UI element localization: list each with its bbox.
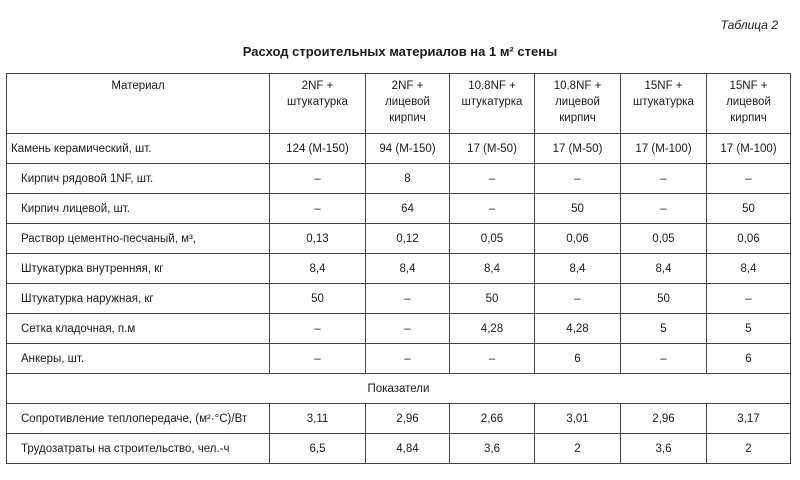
cell: – [270, 344, 366, 374]
table-title: Расход строительных материалов на 1 м² стены [242, 44, 558, 59]
cell: 5 [707, 314, 791, 344]
header-line: кирпич [730, 112, 767, 124]
cell: 0,06 [535, 224, 621, 254]
cell: 124 (М-150) [270, 134, 366, 164]
header-line: лицевой [555, 96, 600, 108]
cell: 4,28 [450, 314, 535, 344]
cell: 8,4 [535, 254, 621, 284]
row-label: Штукатурка наружная, кг [7, 284, 270, 314]
cell: – [450, 344, 535, 374]
cell: 0,05 [450, 224, 535, 254]
header-line: лицевой [385, 96, 430, 108]
cell: 17 (М-50) [535, 134, 621, 164]
row-label: Раствор цементно-песчаный, м³, [7, 224, 270, 254]
row-label: Кирпич рядовой 1NF, шт. [7, 164, 270, 194]
cell: – [450, 194, 535, 224]
cell: 6 [707, 344, 791, 374]
table-row [7, 254, 791, 284]
cell: 4,84 [366, 434, 450, 464]
header-line: кирпич [389, 112, 426, 124]
table-row [7, 134, 791, 164]
cell: 64 [366, 194, 450, 224]
cell: – [366, 314, 450, 344]
cell: 94 (М-150) [366, 134, 450, 164]
row-label: Камень керамический, шт. [7, 134, 270, 164]
cell: 0,13 [270, 224, 366, 254]
header-line: 15NF + [644, 80, 683, 92]
cell: 2 [707, 434, 791, 464]
header-col-6 [707, 74, 791, 134]
header-line: 10.8NF + [468, 80, 516, 92]
cell: – [366, 284, 450, 314]
header-material: Материал [7, 74, 270, 134]
cell: 5 [621, 314, 707, 344]
cell: 4,28 [535, 314, 621, 344]
cell: 17 (М-100) [707, 134, 791, 164]
materials-table [6, 73, 791, 464]
cell: 50 [450, 284, 535, 314]
cell: 2 [535, 434, 621, 464]
header-line: 2NF + [391, 80, 424, 92]
cell: 17 (М-50) [450, 134, 535, 164]
header-col-4 [535, 74, 621, 134]
header-line: кирпич [559, 112, 596, 124]
cell: – [535, 284, 621, 314]
cell: 0,05 [621, 224, 707, 254]
row-label: Анкеры, шт. [7, 344, 270, 374]
cell: 2,96 [621, 404, 707, 434]
cell: – [707, 164, 791, 194]
cell: – [270, 314, 366, 344]
row-label: Кирпич лицевой, шт. [7, 194, 270, 224]
header-col-2 [366, 74, 450, 134]
header-line: 15NF + [729, 80, 768, 92]
header-line: штукатурка [633, 96, 694, 108]
cell: 6,5 [270, 434, 366, 464]
header-col-5 [621, 74, 707, 134]
cell: 50 [621, 284, 707, 314]
table-row [7, 224, 791, 254]
row-label: Трудозатраты на строительство, чел.-ч [7, 434, 270, 464]
cell: 50 [270, 284, 366, 314]
header-line: 2NF + [301, 80, 334, 92]
row-label: Штукатурка внутренняя, кг [7, 254, 270, 284]
cell: 3,11 [270, 404, 366, 434]
cell: – [270, 164, 366, 194]
cell: 17 (М-100) [621, 134, 707, 164]
table-row [7, 404, 791, 434]
header-line: лицевой [726, 96, 771, 108]
cell: – [621, 194, 707, 224]
table-row [7, 434, 791, 464]
cell: 6 [535, 344, 621, 374]
cell: 3,01 [535, 404, 621, 434]
cell: 8,4 [621, 254, 707, 284]
table-row [7, 344, 791, 374]
cell: – [270, 194, 366, 224]
cell: 8,4 [270, 254, 366, 284]
table-row [7, 284, 791, 314]
cell: 2,96 [366, 404, 450, 434]
cell: – [450, 164, 535, 194]
header-line: 10.8NF + [553, 80, 602, 92]
cell: 8,4 [707, 254, 791, 284]
cell: – [707, 284, 791, 314]
row-label: Сопротивление теплопередаче, (м²·°С)/Вт [7, 404, 270, 434]
section-heading: Показатели [7, 374, 791, 404]
section-row [7, 374, 791, 404]
header-line: штукатурка [287, 96, 348, 108]
cell: 8 [366, 164, 450, 194]
table-row [7, 314, 791, 344]
cell: 3,17 [707, 404, 791, 434]
header-col-1 [270, 74, 366, 134]
row-label: Сетка кладочная, п.м [7, 314, 270, 344]
cell: – [621, 344, 707, 374]
header-line: штукатурка [461, 96, 523, 108]
cell: 50 [535, 194, 621, 224]
cell: 3,6 [450, 434, 535, 464]
cell: 2,66 [450, 404, 535, 434]
table-row [7, 194, 791, 224]
cell: – [621, 164, 707, 194]
table-caption: Таблица 2 [720, 18, 778, 32]
header-row [7, 74, 791, 134]
table-row [7, 164, 791, 194]
cell: 50 [707, 194, 791, 224]
cell: 8,4 [366, 254, 450, 284]
cell: 3,6 [621, 434, 707, 464]
cell: – [366, 344, 450, 374]
cell: – [535, 164, 621, 194]
cell: 8,4 [450, 254, 535, 284]
cell: 0,06 [707, 224, 791, 254]
cell: 0,12 [366, 224, 450, 254]
header-col-3 [450, 74, 535, 134]
